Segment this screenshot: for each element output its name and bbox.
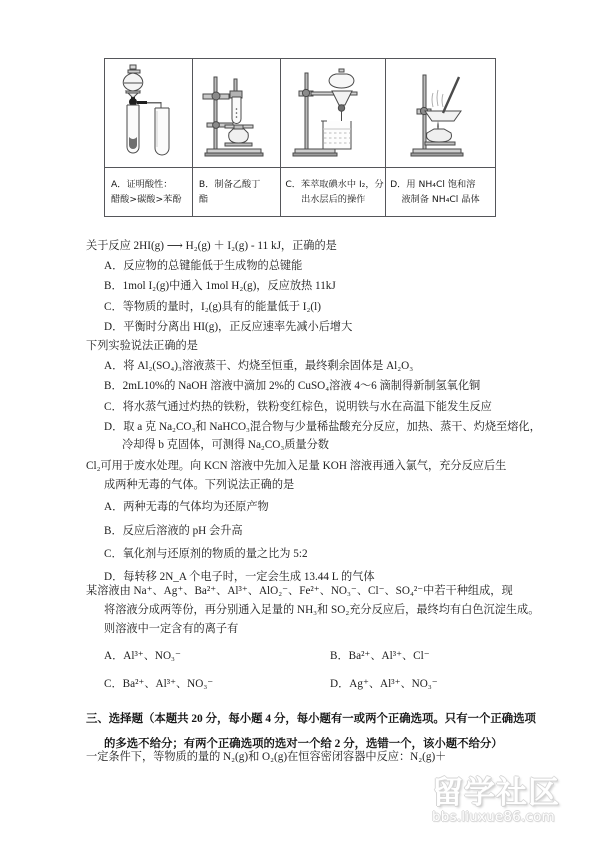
watermark [432, 775, 592, 840]
question-15 [0, 341, 600, 451]
question-17-options-row-1 [0, 647, 600, 663]
section-heading-line1: 三、选择题（本题共 20 分，每小题 4 分，每小题有一或两个正确选项。只有一个正确选项 [86, 713, 536, 725]
apparatus-figure-cell-a [105, 59, 193, 168]
apparatus-figure-cell-b [192, 59, 280, 168]
apparatus-caption-a [105, 168, 193, 217]
question-14-stem: 关于反应 2HI(g) ⟶ H₂(g) ＋ I₂(g) - 11 kJ，正确的是 [86, 240, 337, 252]
question-18 [0, 752, 600, 763]
question-14-option-b: B．1mol I₂(g)中通入 1mol H₂(g)，反应放热 11kJ [104, 280, 336, 293]
question-17 [0, 586, 600, 691]
apparatus-caption-d-line2: 液制备 NH₄Cl 晶体 [401, 194, 480, 205]
apparatus-caption-b [192, 168, 280, 217]
question-14-option-a: A．反应物的总键能低于生成物的总键能 [104, 260, 303, 273]
question-17-option-c: C．Ba²⁺、Al³⁺、NO₃⁻ [104, 677, 214, 690]
section-heading-three [0, 710, 600, 751]
apparatus-caption-c-line2: 出水层后的操作 [301, 194, 366, 205]
apparatus-comparison-table [104, 58, 496, 217]
question-15-option-d-cont: 冷却得 b 克固体，可测得 Na₂CO₃质量分数 [122, 439, 329, 452]
apparatus-figure-cell-c [281, 59, 386, 168]
apparatus-caption-a-line2: 醋酸>碳酸>苯酚 [111, 194, 182, 205]
question-16-stem-cont: 成两种无毒的气体。下列说法正确的是 [104, 479, 295, 492]
apparatus-figure-row [105, 59, 496, 168]
question-17-options-row-2 [0, 675, 600, 691]
question-17-option-b: B．Ba²⁺、Al³⁺、Cl⁻ [330, 649, 430, 662]
apparatus-caption-a-line1: A．证明酸性： [111, 178, 173, 190]
question-17-option-d: D．Ag⁺、Al³⁺、NO₃⁻ [330, 677, 438, 690]
apparatus-caption-b-line2: 酯 [198, 194, 209, 205]
question-16-option-b: B．反应后溶液的 pH 会升高 [104, 524, 243, 537]
question-16-option-d: D．每转移 2N_A 个电子时，一定会生成 13.44 L 的气体 [104, 571, 375, 584]
question-14-option-d: D．平衡时分离出 HI(g)，正反应速率先减小后增大 [104, 320, 353, 333]
watermark-brand: 留学社区 [432, 775, 560, 811]
question-14-option-c: C．等物质的量时，I₂(g)具有的能量低于 I₂(l) [104, 300, 321, 313]
question-17-stem: 某溶液由 Na⁺、Ag⁺、Ba²⁺、Al³⁺、AlO₂⁻、Fe²⁺、NO₃⁻、Cl⁻、SO₄²⁻中若干种组成，现 [86, 585, 513, 597]
evaporating-dish-stand-apparatus-icon [397, 61, 485, 165]
question-15-option-c: C．将水蒸气通过灼热的铁粉，铁粉变红棕色，说明铁与水在高温下能发生反应 [104, 400, 492, 413]
question-17-stem-cont-1: 将溶液分成两等份，再分别通入足量的 NH₃和 SO₂充分反应后，最终均有白色沉淀生成。 [104, 604, 540, 617]
question-15-option-b: B．2mL10%的 NaOH 溶液中滴加 2%的 CuSO₄溶液 4～6 滴制得新制氢氧化铜 [104, 380, 481, 393]
question-16-stem: Cl₂可用于废水处理。向 KCN 溶液中先加入足量 KOH 溶液再通入氯气，充分反应后生 [86, 460, 507, 472]
section-heading-line2: 的多选不给分；有两个正确选项的选对一个给 2 分，选错一个，该小题不给分） [104, 738, 503, 750]
question-14 [0, 241, 600, 333]
separating-funnel-beaker-apparatus-icon [287, 61, 379, 165]
separating-funnel-test-tube-apparatus-icon [108, 61, 188, 165]
apparatus-caption-d-line1: D．用 NH₄Cl 饱和溶 [390, 178, 476, 190]
apparatus-caption-c-line1: C．苯萃取碘水中 I₂，分 [285, 178, 384, 190]
question-17-option-a: A．Al³⁺、NO₃⁻ [104, 649, 181, 662]
question-18-stem: 一定条件下，等物质的量的 N₂(g)和 O₂(g)在恒容密闭容器中反应：N₂(g)＋ [86, 751, 447, 763]
apparatus-caption-b-line1: B．制备乙酸丁 [198, 178, 261, 190]
question-16-option-a: A．两种无毒的气体均为还原产物 [104, 501, 269, 514]
question-15-stem: 下列实验说法正确的是 [86, 340, 198, 352]
question-15-option-a: A．将 Al₂(SO₄)₃溶液蒸干、灼烧至恒重，最终剩余固体是 Al₂O₃ [104, 360, 414, 373]
question-16-option-c: C．氧化剂与还原剂的物质的量之比为 5:2 [104, 547, 308, 560]
question-16 [0, 461, 600, 583]
apparatus-figure-cell-d [386, 59, 496, 168]
apparatus-caption-row [105, 168, 496, 217]
apparatus-caption-d [386, 168, 496, 217]
question-15-option-d: D．取 a 克 Na₂CO₃和 NaHCO₃混合物与少量稀盐酸充分反应，加热、蒸干、灼烧至熔化， [104, 420, 541, 433]
question-17-stem-cont-2: 则溶液中一定含有的离子有 [104, 623, 239, 636]
test-tube-heating-stand-apparatus-icon [195, 61, 279, 165]
apparatus-caption-c [281, 168, 386, 217]
watermark-url: bbs.liuxue86.com [432, 809, 555, 825]
